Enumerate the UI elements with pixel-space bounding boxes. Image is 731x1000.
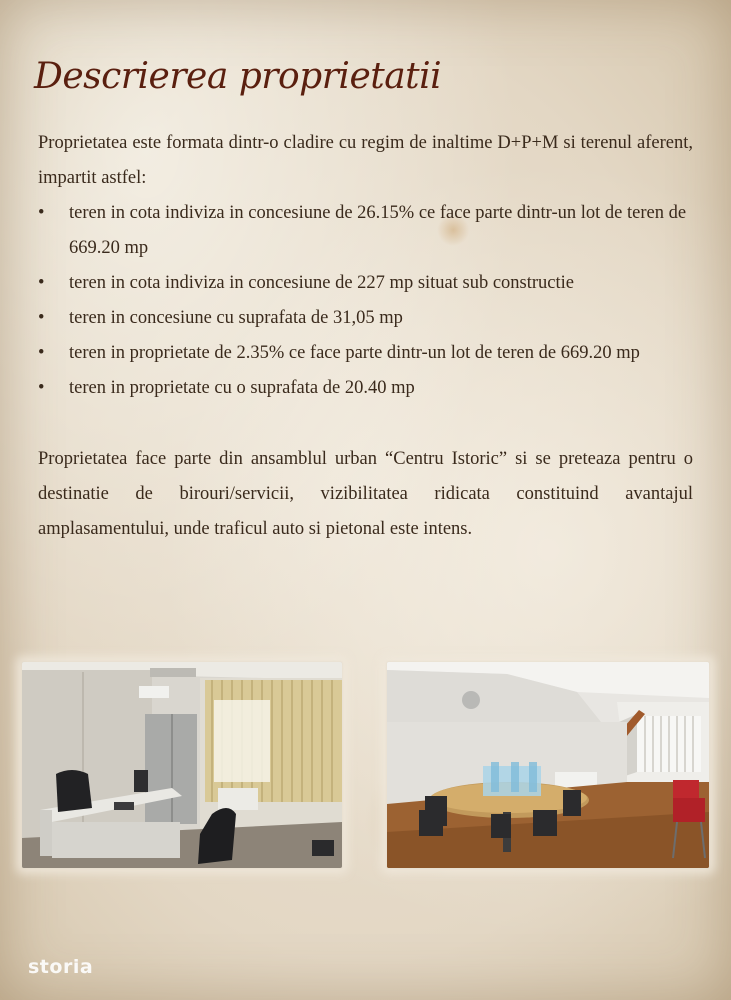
list-item bbox=[38, 336, 693, 371]
meeting-room-image bbox=[387, 662, 709, 868]
list-item bbox=[38, 371, 693, 406]
list-item-text: teren in cota indiviza in concesiune de 227 mp situat sub constructie bbox=[69, 273, 575, 293]
office-room-image bbox=[22, 662, 342, 868]
description-body bbox=[38, 126, 693, 547]
list-item-text: teren in proprietate cu o suprafata de 20.40 mp bbox=[69, 378, 415, 398]
bullet-icon: • bbox=[38, 203, 45, 223]
bullet-icon: • bbox=[38, 273, 45, 293]
list-item-text: teren in proprietate de 2.35% ce face parte dintr-un lot de teren de 669.20 mp bbox=[69, 343, 640, 363]
office-room-photo bbox=[22, 662, 342, 868]
meeting-room-photo bbox=[387, 662, 709, 868]
list-item-text: teren in cota indiviza in concesiune de 26.15% ce face parte dintr-un lot de teren de 669.20 mp bbox=[69, 203, 687, 258]
closing-paragraph: Proprietatea face parte din ansamblul urban “Centru Istoric” si se preteaza pentru o destinatie de birouri/servicii, vizibilitatea ridicata constituind avantajul amplasamentului, unde traficul auto si pietonal este intens. bbox=[38, 449, 693, 539]
intro-paragraph: Proprietatea este formata dintr-o cladire cu regim de inaltime D+P+M si terenul aferent, impartit astfel: bbox=[38, 133, 693, 188]
land-parcel-list bbox=[38, 196, 693, 406]
bullet-icon: • bbox=[38, 378, 45, 398]
list-item bbox=[38, 196, 693, 266]
paragraph-spacer bbox=[38, 406, 693, 442]
bullet-icon: • bbox=[38, 343, 45, 363]
list-item bbox=[38, 301, 693, 336]
list-item-text: teren in concesiune cu suprafata de 31,05 mp bbox=[69, 308, 403, 328]
page-title: Descrierea proprietatii bbox=[34, 56, 442, 97]
bullet-icon: • bbox=[38, 308, 45, 328]
list-item bbox=[38, 266, 693, 301]
storia-watermark: storia bbox=[28, 956, 94, 978]
